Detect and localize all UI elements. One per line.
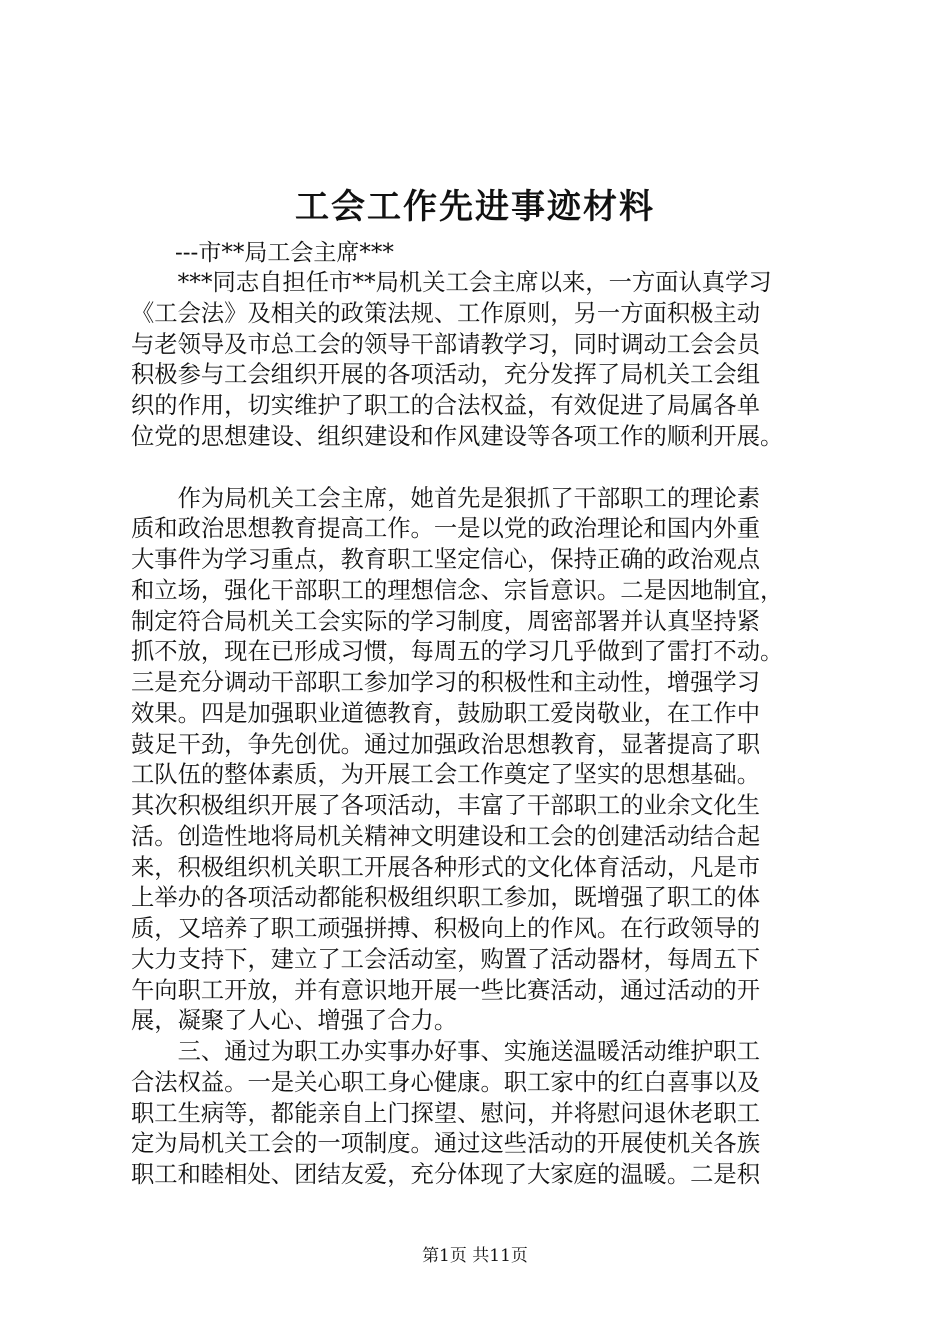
body-line: 积极参与工会组织开展的各项活动，充分发挥了局机关工会组 [131,361,761,389]
body-line: 质和政治思想教育提高工作。一是以党的政治理论和国内外重 [131,515,761,543]
body-line: 工队伍的整体素质，为开展工会工作奠定了坚实的思想基础。 [131,761,761,789]
body-line: 与老领导及市总工会的领导干部请教学习，同时调动工会会员 [131,330,761,358]
body-line: 质，又培养了职工顽强拼搏、积极向上的作风。在行政领导的 [131,915,761,942]
document-body [131,268,831,1191]
body-line: 职工和睦相处、团结友爱，充分体现了大家庭的温暖。二是积 [131,1161,761,1188]
body-line: 位党的思想建设、组织建设和作风建设等各项工作的顺利开展。 [131,422,784,450]
body-line: 职工生病等，都能亲自上门探望、慰问，并将慰问退休老职工 [131,1099,761,1127]
body-line: 合法权益。一是关心职工身心健康。职工家中的红白喜事以及 [131,1068,761,1096]
body-line: 来，积极组织机关职工开展各种形式的文化体育活动，凡是市 [131,853,761,881]
document-subtitle: ---市**局工会主席*** [175,240,394,266]
body-line: 午向职工开放，并有意识地开展一些比赛活动，通过活动的开 [131,976,761,1004]
body-line: 效果。四是加强职业道德教育，鼓励职工爱岗敬业，在工作中 [131,699,761,727]
body-line: 大力支持下，建立了工会活动室，购置了活动器材，每周五下 [131,945,761,973]
body-line: ***同志自担任市**局机关工会主席以来，一方面认真学习 [131,269,772,296]
body-line: 和立场，强化干部职工的理想信念、宗旨意识。二是因地制宜， [131,576,784,604]
body-line: 活。创造性地将局机关精神文明建设和工会的创建活动结合起 [131,822,761,850]
body-line: 展，凝聚了人心、增强了合力。 [131,1007,458,1035]
body-line: 其次积极组织开展了各项活动，丰富了干部职工的业余文化生 [131,792,761,819]
body-line: 制定符合局机关工会实际的学习制度，周密部署并认真坚持紧 [131,607,761,635]
body-line: 上举办的各项活动都能积极组织职工参加，既增强了职工的体 [131,884,761,912]
body-line: 定为局机关工会的一项制度。通过这些活动的开展使机关各族 [131,1130,761,1158]
page-number: 第1页 共11页 [422,1246,528,1266]
body-line: 三、通过为职工办实事办好事、实施送温暖活动维护职工 [131,1038,761,1065]
paragraph-gap [131,453,831,484]
body-line: 作为局机关工会主席，她首先是狠抓了干部职工的理论素 [131,484,761,512]
body-line: 大事件为学习重点，教育职工坚定信心，保持正确的政治观点 [131,546,761,573]
document-title: 工会工作先进事迹材料 [295,187,655,227]
body-line: 《工会法》及相关的政策法规、工作原则，另一方面积极主动 [131,299,761,327]
body-line: 抓不放，现在已形成习惯，每周五的学习几乎做到了雷打不动。 [131,638,784,666]
body-line: 织的作用，切实维护了职工的合法权益，有效促进了局属各单 [131,392,761,419]
body-line: 三是充分调动干部职工参加学习的积极性和主动性，增强学习 [131,669,761,696]
body-line: 鼓足干劲，争先创优。通过加强政治思想教育，显著提高了职 [131,730,761,758]
